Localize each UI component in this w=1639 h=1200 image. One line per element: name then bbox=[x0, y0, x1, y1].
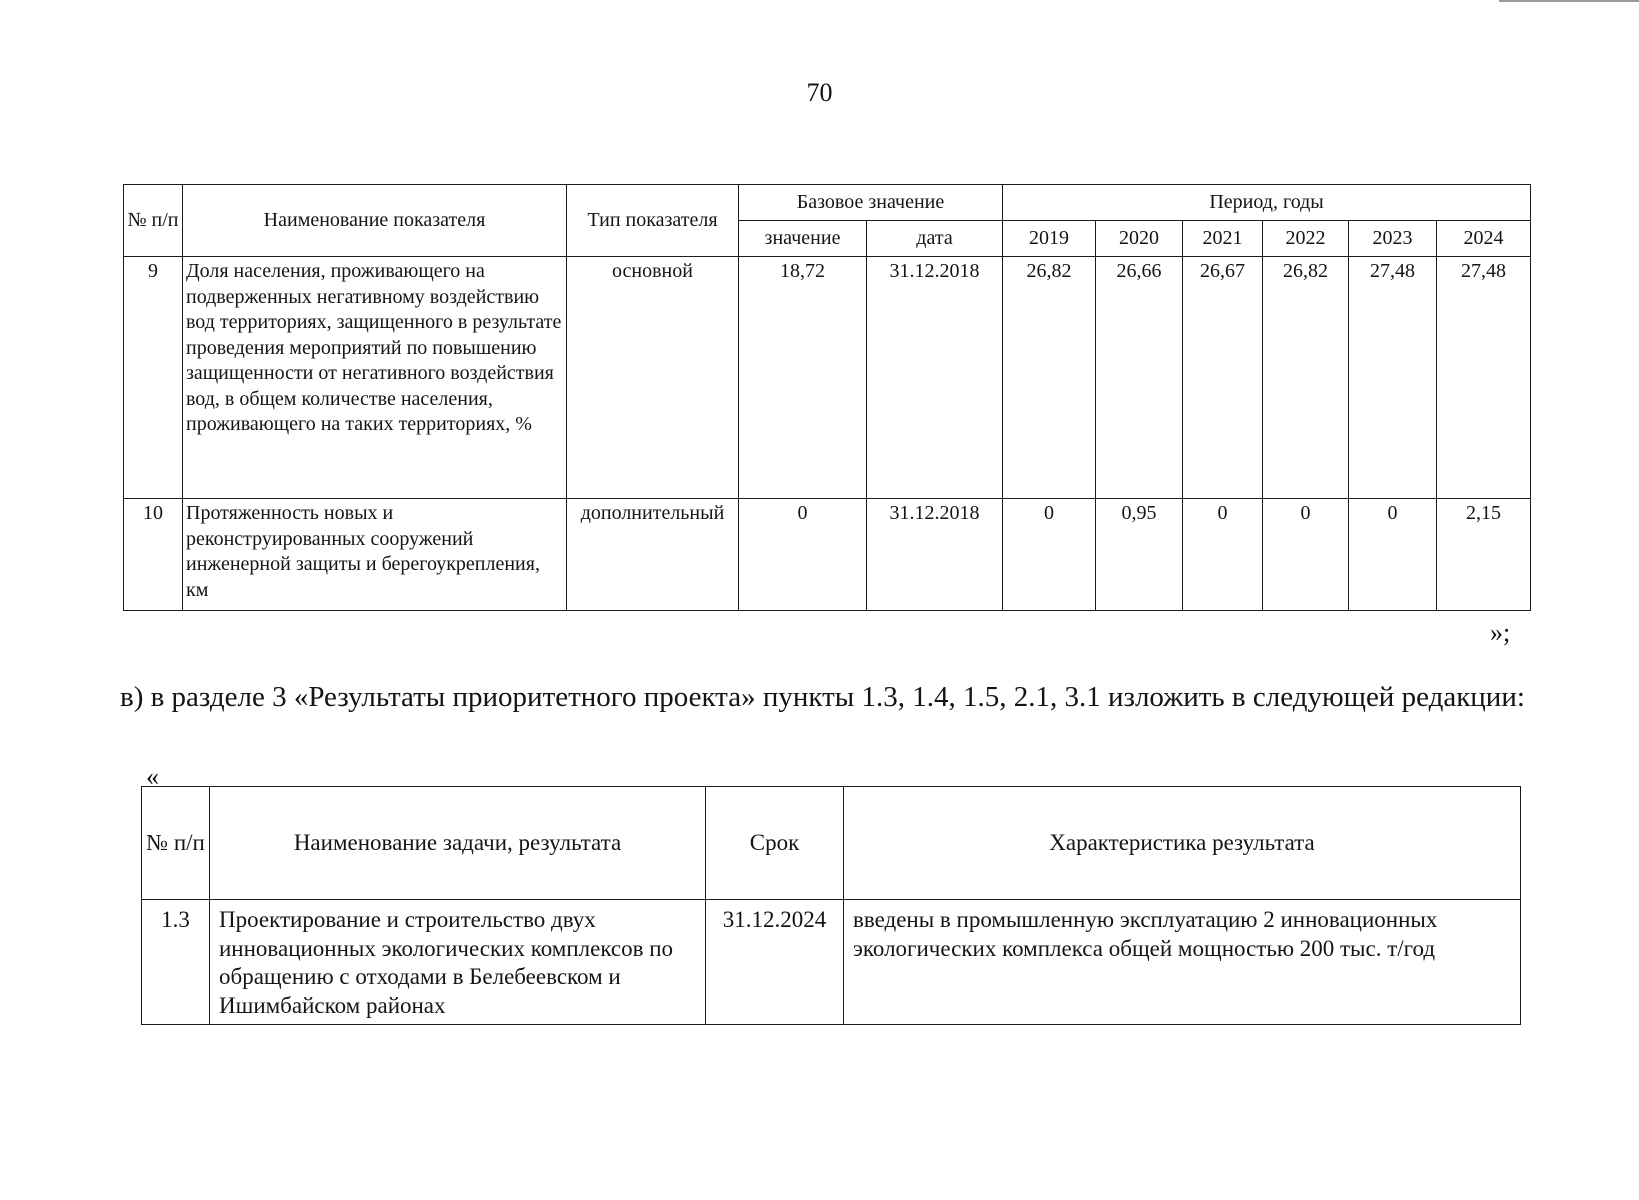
table-row bbox=[124, 257, 1531, 499]
header-row bbox=[142, 787, 1521, 900]
row-year-value: 2,15 bbox=[1437, 499, 1531, 611]
header-deadline: Срок bbox=[706, 787, 844, 900]
row-year-value: 0 bbox=[1183, 499, 1263, 611]
header-base-group: Базовое значение bbox=[739, 185, 1003, 221]
row-base-date: 31.12.2018 bbox=[867, 499, 1003, 611]
row-type: основной bbox=[567, 257, 739, 499]
opening-quote-mark: « bbox=[146, 762, 159, 791]
row-year-value: 0,95 bbox=[1096, 499, 1183, 611]
row-year-value: 0 bbox=[1003, 499, 1096, 611]
row-year-value: 0 bbox=[1263, 499, 1349, 611]
indicators-table bbox=[123, 184, 1531, 611]
header-year: 2020 bbox=[1096, 221, 1183, 257]
header-period-group: Период, годы bbox=[1003, 185, 1531, 221]
header-year: 2022 bbox=[1263, 221, 1349, 257]
row-year-value: 26,67 bbox=[1183, 257, 1263, 499]
amendment-paragraph: в) в разделе 3 «Результаты приоритетного проекта» пункты 1.3, 1.4, 1.5, 2.1, 3.1 изложить в следующей редакции: bbox=[120, 681, 1525, 713]
header-year: 2021 bbox=[1183, 221, 1263, 257]
row-base-value: 0 bbox=[739, 499, 867, 611]
header-name: Наименование показателя bbox=[183, 185, 567, 257]
row-characteristic: введены в промышленную эксплуатацию 2 инновационных экологических комплекса общей мощностью 200 тыс. т/год bbox=[844, 900, 1521, 1025]
table-row bbox=[124, 499, 1531, 611]
header-row bbox=[124, 185, 1531, 221]
row-base-value: 18,72 bbox=[739, 257, 867, 499]
page-number: 70 bbox=[806, 78, 833, 107]
header-task-name: Наименование задачи, результата bbox=[210, 787, 706, 900]
closing-quote-mark: »; bbox=[1490, 618, 1511, 647]
header-num: № п/п bbox=[142, 787, 210, 900]
table-row bbox=[142, 900, 1521, 1025]
row-year-value: 0 bbox=[1349, 499, 1437, 611]
row-year-value: 26,82 bbox=[1003, 257, 1096, 499]
row-num: 1.3 bbox=[142, 900, 210, 1025]
results-table bbox=[141, 786, 1521, 1025]
row-deadline: 31.12.2024 bbox=[706, 900, 844, 1025]
header-base-value: значение bbox=[739, 221, 867, 257]
row-year-value: 27,48 bbox=[1437, 257, 1531, 499]
row-year-value: 26,82 bbox=[1263, 257, 1349, 499]
header-type: Тип показателя bbox=[567, 185, 739, 257]
row-base-date: 31.12.2018 bbox=[867, 257, 1003, 499]
row-year-value: 27,48 bbox=[1349, 257, 1437, 499]
header-year: 2023 bbox=[1349, 221, 1437, 257]
row-name: Доля населения, проживающего на подверженных негативному воздействию вод территориях, защищенного в результате проведения мероприятий по повышению защищенности от негативного воздействия вод, в общем количестве населения, проживающего на таких территориях, % bbox=[183, 257, 567, 499]
row-task-name: Проектирование и строительство двух инновационных экологических комплексов по обращению с отходами в Белебеевском и Ишимбайском районах bbox=[210, 900, 706, 1025]
row-type: дополнительный bbox=[567, 499, 739, 611]
header-year: 2024 bbox=[1437, 221, 1531, 257]
header-year: 2019 bbox=[1003, 221, 1096, 257]
scan-edge-line bbox=[1499, 0, 1639, 2]
header-base-date: дата bbox=[867, 221, 1003, 257]
row-num: 9 bbox=[124, 257, 183, 499]
header-characteristic: Характеристика результата bbox=[844, 787, 1521, 900]
row-name: Протяженность новых и реконструированных сооружений инженерной защиты и берегоукрепления, км bbox=[183, 499, 567, 611]
header-num: № п/п bbox=[124, 185, 183, 257]
row-year-value: 26,66 bbox=[1096, 257, 1183, 499]
row-num: 10 bbox=[124, 499, 183, 611]
